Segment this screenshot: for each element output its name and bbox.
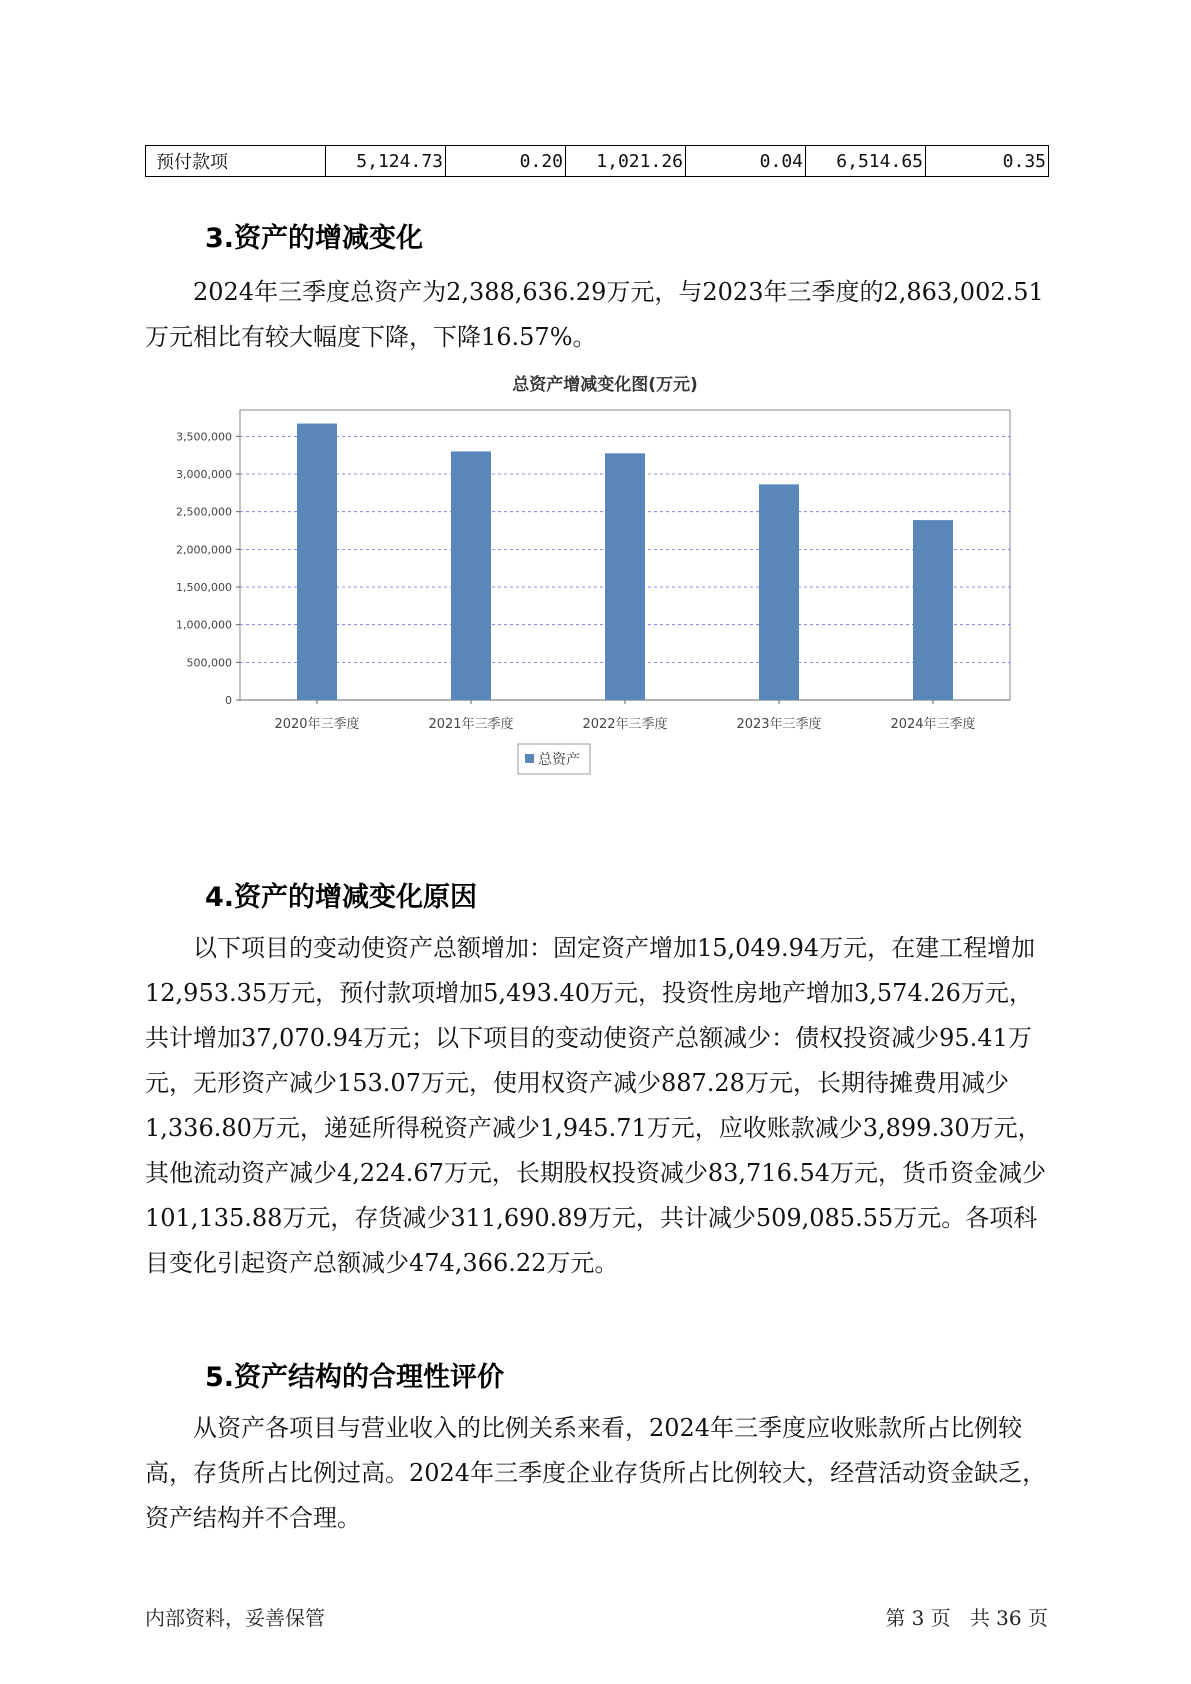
table-cell: 5,124.73 [326,146,446,177]
section-3-heading: 3.资产的增减变化 [205,223,424,254]
x-category-label: 2022年三季度 [582,717,668,732]
y-tick-label: 3,500,000 [176,430,232,444]
table-row [146,146,1049,177]
y-tick-label: 1,500,000 [176,581,232,595]
bar-5 [913,520,953,700]
table-cell: 0.35 [926,146,1049,177]
section-4-heading: 4.资产的增减变化原因 [205,882,478,913]
x-category-label: 2021年三季度 [428,717,514,732]
table-cell: 0.20 [446,146,566,177]
bar-2 [451,451,491,700]
legend-label: 总资产 [538,752,580,768]
y-tick-label: 500,000 [186,656,232,670]
section-4-paragraph: 以下项目的变动使资产总额增加：固定资产增加15,049.94万元，在建工程增加12,953.35万元，预付款项增加5,493.40万元，投资性房地产增加3,574.26万元，共计增加37,070.94万元；以下项目的变动使资产总额减少：债权投资减少95.41万元，无形资产减少153.07万元，使用权资产减少887.28万元，长期待摊费用减少1,336.80万元，递延所得税资产减少1,945.71万元，应收账款减少3,899.30万元，其他流动资产减少4,224.67万元，长期股权投资减少83,716.54万元，货币资金减少101,135.88万元，存货减少311,690.89万元，共计减少509,085.55万元。各项科目变化引起资产总额减少474,366.22万元。 [145,934,1047,1277]
assets-table-fragment [145,145,1049,177]
y-tick-label: 2,500,000 [176,505,232,519]
bar-3 [605,453,645,700]
x-category-label: 2024年三季度 [890,717,976,732]
x-category-label: 2023年三季度 [736,717,822,732]
footer-confidential-note: 内部资料，妥善保管 [145,1606,325,1630]
chart-svg [145,375,1045,842]
section-5-heading: 5.资产结构的合理性评价 [205,1362,505,1393]
bar-1 [297,424,337,700]
y-tick-label: 2,000,000 [176,543,232,557]
section-3-paragraph: 2024年三季度总资产为2,388,636.29万元，与2023年三季度的2,863,002.51万元相比有较大幅度下降，下降16.57%。 [145,278,1044,351]
table-cell: 1,021.26 [566,146,686,177]
section-5-paragraph: 从资产各项目与营业收入的比例关系来看，2024年三季度应收账款所占比例较高，存货所占比例过高。2024年三季度企业存货所占比例较大，经营活动资金缺乏，资产结构并不合理。 [145,1414,1047,1532]
bar-4 [759,484,799,700]
table-cell: 0.04 [686,146,806,177]
table-cell: 6,514.65 [806,146,926,177]
y-tick-label: 0 [225,694,232,707]
total-assets-chart [145,375,1045,842]
footer-page-number: 第 3 页 共 36 页 [885,1606,1048,1630]
x-category-label: 2020年三季度 [274,717,360,732]
row-label: 预付款项 [146,146,326,177]
y-tick-label: 1,000,000 [176,618,232,632]
y-tick-label: 3,000,000 [176,468,232,482]
chart-title: 总资产增减变化图(万元) [512,375,698,395]
legend-swatch [525,754,534,763]
